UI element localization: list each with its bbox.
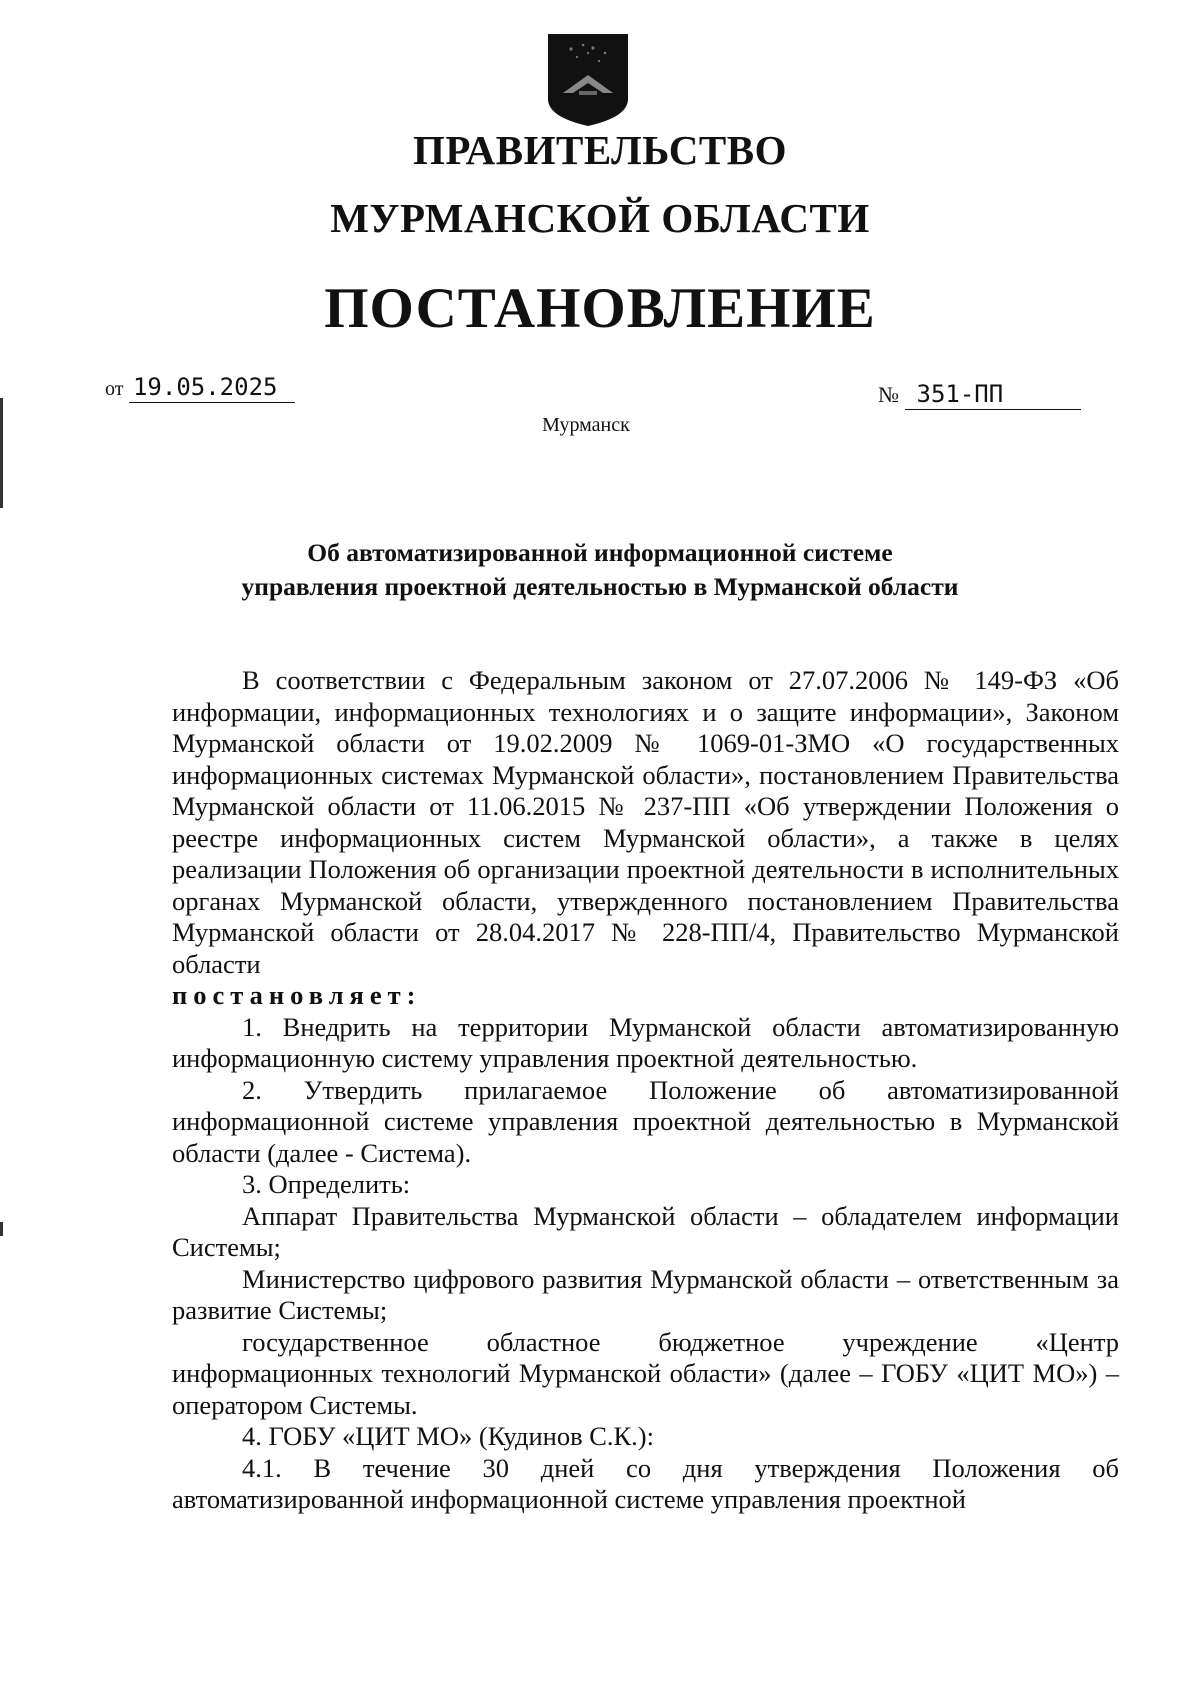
decree-word xyxy=(172,980,1119,1012)
scan-edge-mark xyxy=(0,1222,3,1236)
number-prefix: № xyxy=(878,382,899,407)
city: Мурманск xyxy=(542,414,630,436)
document-date xyxy=(105,373,295,403)
number-value: 351-ПП xyxy=(905,380,1081,410)
decree-word-text: постановляет: xyxy=(172,980,422,1010)
item-4: 4. ГОБУ «ЦИТ МО» (Кудинов С.К.): xyxy=(242,1421,654,1451)
subject-line1: Об автоматизированной информационной системе xyxy=(307,538,893,567)
document-subject xyxy=(0,536,1200,604)
item-3-operator: государственное областное бюджетное учреждение «Центр информационных технологий Мурманской области» (далее – ГОБУ «ЦИТ МО») – оператором Системы. xyxy=(172,1326,1119,1420)
item-4-1: 4.1. В течение 30 дней со дня утверждения Положения об автоматизированной информационной системе управления проектной xyxy=(172,1452,1119,1514)
preamble-paragraph: В соответствии с Федеральным законом от 27.07.2006 № 149-ФЗ «Об информации, информационных технологиях и о защите информации», Законом Мурманской области от 19.02.2009 № 1069-01-ЗМО «О государственных информационных системах Мурманской области», постановлением Правительства Мурманской области от 11.06.2015 № 237-ПП «Об утверждении Положения о реестре информационных систем Мурманской области», а также в целях реализации Положения об организации проектной деятельности в исполнительных органах Мурманской области, утвержденного постановлением Правительства Мурманской области от 28.04.2017 № 228-ПП/4, Правительство Мурманской области xyxy=(172,665,1119,979)
subject-line2: управления проектной деятельностью в Мурманской области xyxy=(241,572,959,601)
org-title-line1: ПРАВИТЕЛЬСТВО xyxy=(412,127,788,173)
document-body xyxy=(172,665,1119,1516)
date-prefix: от xyxy=(105,378,124,400)
item-2: 2. Утвердить прилагаемое Положение об автоматизированной информационной системе управления проектной деятельностью в Мурманской области (далее - Система). xyxy=(172,1074,1119,1168)
document-type: ПОСТАНОВЛЕНИЕ xyxy=(324,277,876,340)
document-number xyxy=(878,380,1081,410)
item-3-developer: Министерство цифрового развития Мурманской области – ответственным за развитие Системы; xyxy=(172,1263,1119,1325)
coat-of-arms-icon xyxy=(547,33,629,127)
org-title-line2: МУРМАНСКОЙ ОБЛАСТИ xyxy=(330,195,870,241)
item-3-holder: Аппарат Правительства Мурманской области – обладателем информации Системы; xyxy=(172,1200,1119,1262)
item-1: 1. Внедрить на территории Мурманской области автоматизированную информационную систему управления проектной деятельностью. xyxy=(172,1011,1119,1073)
item-3: 3. Определить: xyxy=(242,1169,411,1199)
date-value: 19.05.2025 xyxy=(129,373,295,403)
